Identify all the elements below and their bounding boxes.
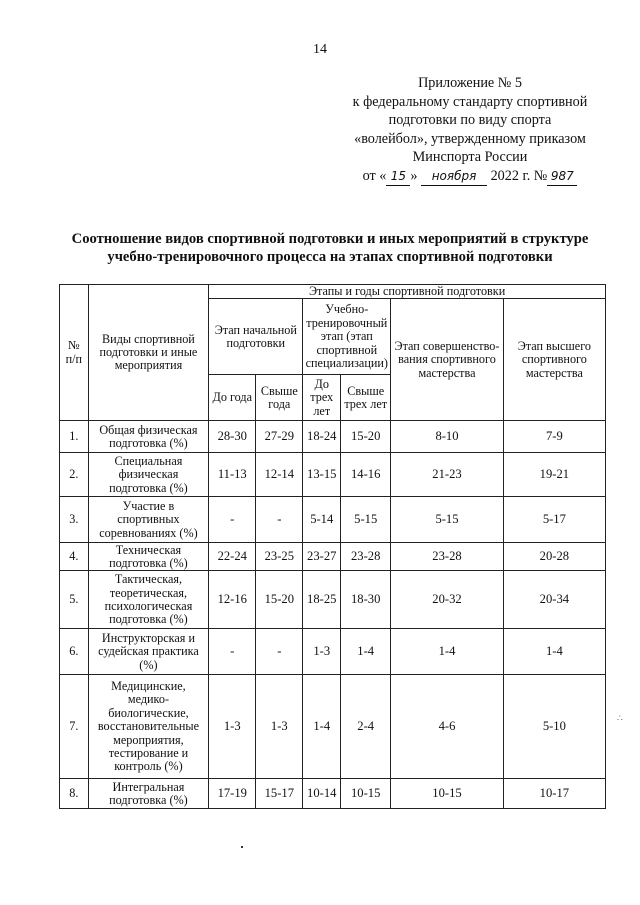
row-number: 3.	[60, 497, 89, 543]
cell-value: 20-32	[391, 571, 503, 629]
row-kind: Интегральная подготовка (%)	[88, 779, 209, 809]
order-date-line	[330, 167, 610, 187]
cell-value: 12-14	[256, 453, 303, 497]
row-number: 5.	[60, 571, 89, 629]
table-row	[60, 779, 606, 809]
cell-value: 12-16	[209, 571, 256, 629]
appendix-block	[330, 74, 610, 186]
header-highest-stage: Этап высшего спортивного мастерства	[503, 299, 605, 421]
cell-value: 14-16	[341, 453, 391, 497]
appendix-line: подготовки по виду спорта	[388, 112, 552, 128]
date-separator: »	[410, 167, 418, 184]
appendix-line: к федеральному стандарту спортивной	[352, 93, 588, 110]
appendix-line: Минспорта России	[412, 149, 528, 165]
header-initial-stage: Этап начальной подготовки	[209, 299, 303, 375]
cell-value: -	[209, 497, 256, 543]
cell-value: 8-10	[391, 421, 503, 453]
cell-value: 10-15	[341, 779, 391, 809]
training-ratio-table	[59, 284, 606, 809]
cell-value: 15-17	[256, 779, 303, 809]
cell-value: 18-25	[303, 571, 341, 629]
row-kind: Специальная физическая подготовка (%)	[88, 453, 209, 497]
cell-value: -	[256, 497, 303, 543]
cell-value: 23-25	[256, 543, 303, 571]
cell-value: 21-23	[391, 453, 503, 497]
appendix-title: Приложение № 5	[418, 75, 522, 91]
cell-value: 23-28	[341, 543, 391, 571]
cell-value: 1-4	[503, 629, 605, 675]
title-line: Соотношение видов спортивной подготовки и иных мероприятий в структуре	[71, 231, 589, 247]
cell-value: 5-15	[341, 497, 391, 543]
date-year: 2022 г. №	[490, 167, 548, 184]
table-row	[60, 497, 606, 543]
row-kind: Общая физическая подготовка (%)	[88, 421, 209, 453]
header-over-three-years: Свыше трех лет	[341, 375, 391, 421]
cell-value: 1-4	[391, 629, 503, 675]
cell-value: 1-3	[209, 675, 256, 779]
row-number: 6.	[60, 629, 89, 675]
table-row	[60, 421, 606, 453]
table-row	[60, 543, 606, 571]
row-number: 2.	[60, 453, 89, 497]
cell-value: 17-19	[209, 779, 256, 809]
header-up-to-year: До года	[209, 375, 256, 421]
cell-value: 4-6	[391, 675, 503, 779]
order-number: 987	[547, 167, 577, 187]
cell-value: 7-9	[503, 421, 605, 453]
table-row	[60, 629, 606, 675]
cell-value: 2-4	[341, 675, 391, 779]
cell-value: 28-30	[209, 421, 256, 453]
cell-value: 15-20	[256, 571, 303, 629]
cell-value: 10-15	[391, 779, 503, 809]
header-over-year: Свыше года	[256, 375, 303, 421]
scan-speck	[241, 846, 243, 848]
cell-value: 1-4	[303, 675, 341, 779]
page-number: 14	[313, 42, 327, 57]
cell-value: 18-24	[303, 421, 341, 453]
cell-value: 1-4	[341, 629, 391, 675]
header-stages: Этапы и годы спортивной подготовки	[209, 285, 606, 299]
cell-value: 13-15	[303, 453, 341, 497]
cell-value: 27-29	[256, 421, 303, 453]
header-up-to-three-years: До трех лет	[303, 375, 341, 421]
cell-value: 20-28	[503, 543, 605, 571]
cell-value: 23-28	[391, 543, 503, 571]
row-kind: Техническая подготовка (%)	[88, 543, 209, 571]
row-number: 8.	[60, 779, 89, 809]
margin-mark: ∴	[617, 713, 623, 723]
date-month: ноября	[421, 167, 487, 187]
cell-value: 5-15	[391, 497, 503, 543]
cell-value: 22-24	[209, 543, 256, 571]
appendix-line: «волейбол», утвержденному приказом	[354, 130, 586, 147]
cell-value: 10-14	[303, 779, 341, 809]
row-kind: Участие в спортивных соревнованиях (%)	[88, 497, 209, 543]
row-kind: Инструкторская и судейская практика (%)	[88, 629, 209, 675]
date-day: 15	[386, 167, 410, 187]
table-row	[60, 571, 606, 629]
cell-value: 1-3	[256, 675, 303, 779]
table-row	[60, 675, 606, 779]
row-kind: Тактическая, теоретическая, психологическая подготовка (%)	[88, 571, 209, 629]
cell-value: 20-34	[503, 571, 605, 629]
header-improvement-stage: Этап совершенство-вания спортивного мастерства	[391, 299, 503, 421]
cell-value: 19-21	[503, 453, 605, 497]
cell-value: 23-27	[303, 543, 341, 571]
row-number: 7.	[60, 675, 89, 779]
cell-value: 10-17	[503, 779, 605, 809]
row-kind: Медицинские, медико-биологические, восстановительные мероприятия, тестирование и контроль (%)	[88, 675, 209, 779]
header-kind: Виды спортивной подготовки и иные мероприятия	[88, 285, 209, 421]
row-number: 1.	[60, 421, 89, 453]
cell-value: 1-3	[303, 629, 341, 675]
header-training-stage: Учебно-тренировочный этап (этап спортивной специализации)	[303, 299, 391, 375]
cell-value: 5-17	[503, 497, 605, 543]
header-num: № п/п	[60, 285, 89, 421]
cell-value: 15-20	[341, 421, 391, 453]
cell-value: 18-30	[341, 571, 391, 629]
cell-value: 5-10	[503, 675, 605, 779]
date-prefix: от «	[362, 167, 387, 184]
table-row	[60, 453, 606, 497]
row-number: 4.	[60, 543, 89, 571]
title-line: учебно-тренировочного процесса на этапах спортивной подготовки	[107, 249, 553, 265]
cell-value: -	[256, 629, 303, 675]
document-title	[40, 230, 620, 266]
cell-value: 5-14	[303, 497, 341, 543]
cell-value: -	[209, 629, 256, 675]
cell-value: 11-13	[209, 453, 256, 497]
